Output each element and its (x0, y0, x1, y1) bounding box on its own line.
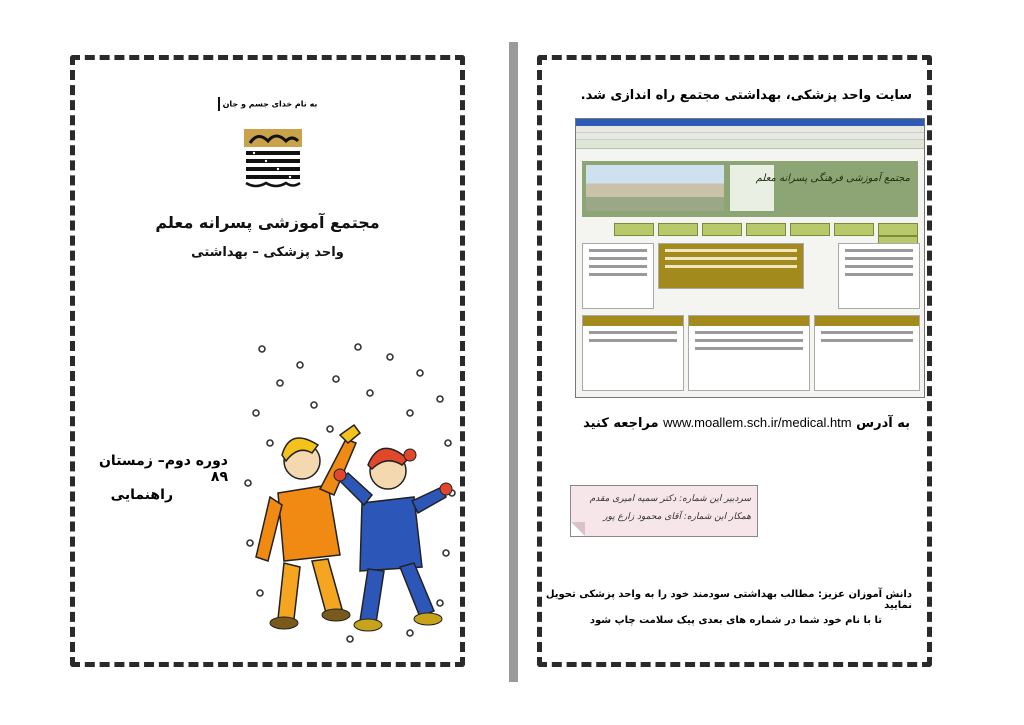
site-column-2 (688, 315, 810, 391)
site-column-1 (582, 315, 684, 391)
site-column-3 (814, 315, 920, 391)
grade-level: راهنمایی (110, 487, 173, 503)
motto-text: به نام خدای جسم و جان (222, 99, 318, 109)
site-intro-box (658, 243, 804, 289)
site-header-banner (582, 161, 918, 217)
site-tip-box (838, 243, 920, 309)
address-prefix: به آدرس (856, 416, 910, 431)
unit-name: واحد پزشکی – بهداشتی (191, 245, 344, 260)
browser-tabs (576, 140, 924, 149)
left-page (70, 55, 465, 667)
browser-toolbar (576, 126, 924, 133)
collaborator-line: همکار این شماره: آقای محمود زارع پور (603, 512, 751, 522)
site-logo-icon (730, 165, 774, 211)
student-message-line-1: دانش آموزان عزیز: مطالب بهداشتی سودمند خود را به واحد پزشکی تحویل نمایید (545, 589, 912, 611)
motto-bar (218, 97, 220, 111)
site-nav (582, 223, 918, 237)
student-message-line-2: تا با نام خود شما در شماره های بعدی پیک سلامت چاپ شود (589, 615, 882, 626)
school-photo (586, 165, 724, 211)
right-page (537, 55, 932, 667)
page-spine (509, 42, 518, 682)
kids-in-snow-illustration (240, 343, 460, 643)
note-page-fold (571, 522, 585, 536)
address-url[interactable]: www.moallem.sch.ir/medical.htm (663, 415, 852, 430)
credits-note (570, 485, 758, 537)
browser-titlebar (576, 119, 924, 126)
editor-line: سردبیر این شماره: دکتر سمیه امیری مقدم (589, 494, 751, 504)
site-news-box (582, 243, 654, 309)
site-launch-title: سایت واحد پزشکی، بهداشتی مجتمع راه اندازی شد. (580, 88, 912, 103)
browser-address-bar (576, 133, 924, 140)
site-header-text: مجتمع آموزشی فرهنگی پسرانه معلم (755, 173, 910, 184)
issue-period: دوره دوم– زمستان ۸۹ (98, 453, 228, 485)
site-address (583, 415, 910, 431)
motto (70, 97, 465, 111)
website-screenshot (575, 118, 925, 398)
moallem-logo-icon (240, 125, 306, 191)
address-suffix: مراجعه کنید (583, 416, 659, 431)
school-name: مجتمع آموزشی پسرانه معلم (155, 213, 380, 232)
